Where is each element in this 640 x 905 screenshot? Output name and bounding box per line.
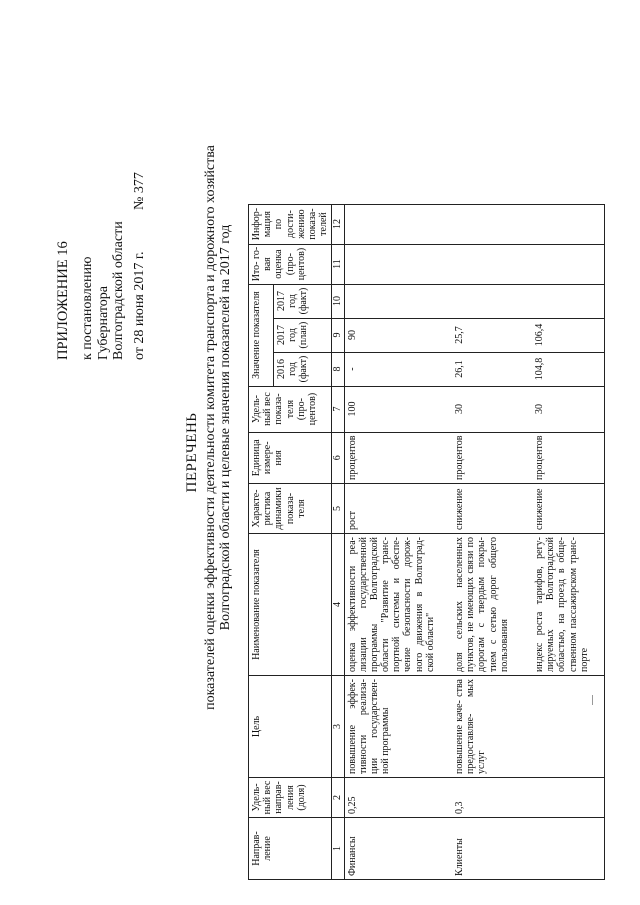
column-numbers-row [332, 204, 344, 879]
cell-direction: Финансы [344, 818, 452, 880]
cell-weight: 0,3 [452, 778, 532, 818]
cell-indicator: доля сельских населенных пунктов, не имеющих связи по дорогам с твердым покры- тием с сетью дорог общего пользования [452, 534, 532, 676]
cell-unit: процентов [452, 432, 532, 483]
cell-2017-plan: 25,7 [452, 318, 532, 352]
column-number: 1 [332, 818, 344, 880]
header-info: Инфор- мация по дости- жению показа- телей [249, 204, 332, 244]
cell-goal: повышение эффек- тивности реализа- ции государствен- ной программы [344, 676, 452, 778]
column-number: 9 [332, 318, 344, 352]
cell-2016: 104,8 [532, 352, 604, 386]
cell-indicator: оценка эффективности реа- лизации государственной программы Волгоградской области "Развитие транс- портной системы и обеспе- чение безопасности дорож- ного движения в Волгоград- ской области" [344, 534, 452, 676]
header-2017-fact: 2017 год (факт) [273, 284, 332, 318]
header-total: Ито- го- вая оценка (про- центов) [249, 244, 332, 284]
appendix-title: ПРИЛОЖЕНИЕ 16 [55, 241, 71, 360]
decree-line: к постановлению [80, 256, 95, 360]
column-number: 12 [332, 204, 344, 244]
cell-dynamics: рост [344, 484, 452, 534]
subtitle-line: показателей оценки эффективности деятельности комитета транспорта и дорожного хозяйства [203, 145, 218, 710]
cell-2017-fact [532, 284, 604, 318]
cell-goal [532, 676, 604, 778]
decree-date: 28 июня 2017 г. [132, 251, 147, 344]
column-number: 4 [332, 534, 344, 676]
date-prefix: от [132, 347, 147, 360]
cell-indicator: индекс роста тарифов, регу- лируемых Волгоградской областью, на проезд в обще- ственном пассажирском транс- порте [532, 534, 604, 676]
column-number: 11 [332, 244, 344, 284]
subtitle-line: Волгоградской области и целевые значения показателей на 2017 год [218, 224, 234, 631]
table-row [344, 204, 452, 879]
cell-indicator-weight: 30 [532, 386, 604, 432]
decree-number: 377 [132, 172, 147, 194]
scan-artifact [592, 695, 593, 705]
cell-2017-plan: 106,4 [532, 318, 604, 352]
header-value-group: Значение показателя [249, 284, 274, 386]
cell-2017-plan: 90 [344, 318, 452, 352]
cell-indicator-weight: 30 [452, 386, 532, 432]
header-2017-plan: 2017 год (план) [273, 318, 332, 352]
cell-2016: 26,1 [452, 352, 532, 386]
cell-direction [532, 818, 604, 880]
table-row [532, 204, 604, 879]
column-number: 6 [332, 432, 344, 483]
header-direction: Направ- ление [249, 818, 332, 880]
cell-weight: 0,25 [344, 778, 452, 818]
cell-unit: процентов [344, 432, 452, 483]
cell-total [344, 244, 452, 284]
cell-indicator-weight: 100 [344, 386, 452, 432]
indicators-table [248, 204, 605, 880]
cell-info [532, 204, 604, 244]
document-title: ПЕРЕЧЕНЬ [184, 412, 200, 493]
document-subtitle [203, 100, 234, 755]
column-number: 2 [332, 778, 344, 818]
column-number: 8 [332, 352, 344, 386]
column-number: 3 [332, 676, 344, 778]
cell-2017-fact [344, 284, 452, 318]
cell-info [344, 204, 452, 244]
header-2016: 2016 год (факт) [273, 352, 332, 386]
cell-2016: - [344, 352, 452, 386]
cell-total [532, 244, 604, 284]
header-indicator-name: Наименование показателя [249, 534, 332, 676]
cell-info [452, 204, 532, 244]
header-goal: Цель [249, 676, 332, 778]
header-unit: Единица измере- ния [249, 432, 332, 483]
number-sign: № [132, 196, 147, 211]
decree-line: Волгоградской области [111, 221, 127, 360]
column-number: 10 [332, 284, 344, 318]
cell-total [452, 244, 532, 284]
decree-date-row [132, 172, 148, 360]
header-dynamics: Характе- ристика динамики показа- теля [249, 484, 332, 534]
table-header-row [249, 204, 274, 879]
cell-unit: процентов [532, 432, 604, 483]
cell-goal: повышение каче- ства предоставляе- мых услуг [452, 676, 532, 778]
header-indicator-weight: Удель- ный вес показа- теля (про- центов) [249, 386, 332, 432]
decree-line: Губернатора [95, 285, 111, 360]
header-direction-weight: Удель- ный вес направ- ления (доля) [249, 778, 332, 818]
cell-direction: Клиенты [452, 818, 532, 880]
column-number: 7 [332, 386, 344, 432]
column-number: 5 [332, 484, 344, 534]
decree-reference [80, 221, 127, 360]
cell-weight [532, 778, 604, 818]
cell-2017-fact [452, 284, 532, 318]
cell-dynamics: снижение [452, 484, 532, 534]
table-row [452, 204, 532, 879]
cell-dynamics: снижение [532, 484, 604, 534]
